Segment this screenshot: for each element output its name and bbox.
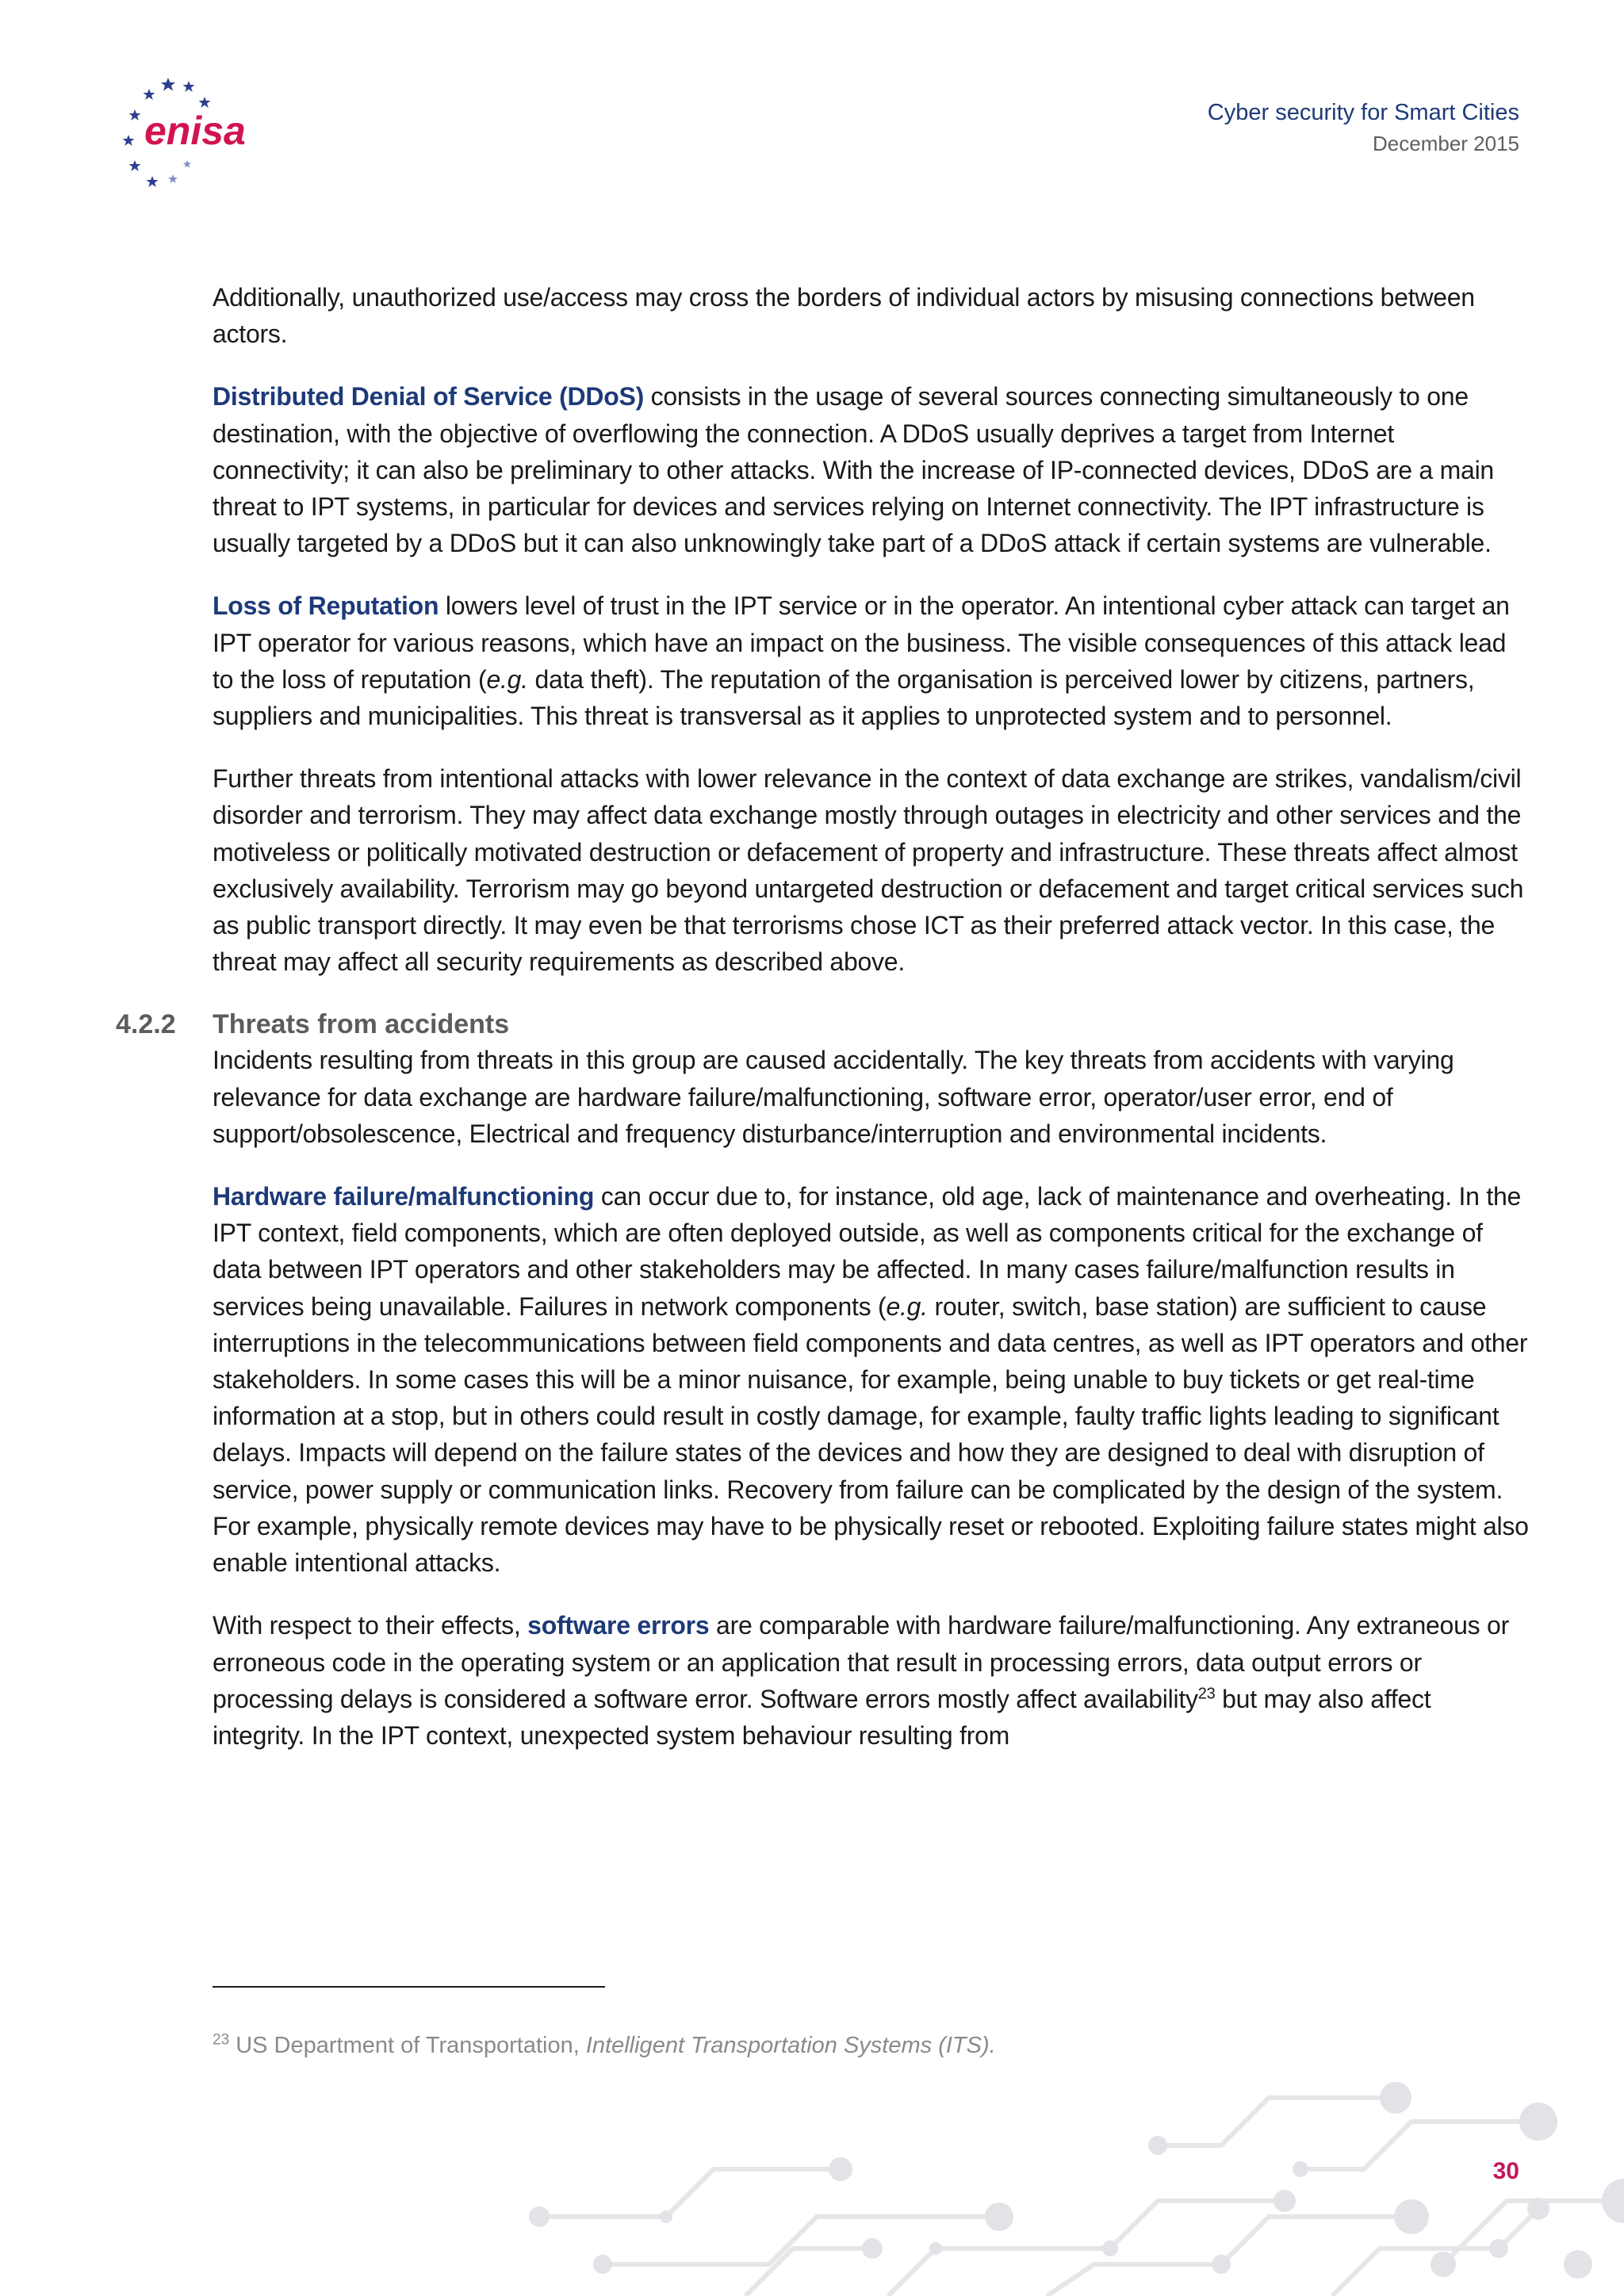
paragraph-text: lowers level of trust in the IPT service or in the operator. An intentional cyber attack can target an IPT operator for various reasons, which have an impact on the business. The visible consequences of this attack lead to the loss of reputation ( [213,591,1510,694]
section-heading [116,1007,1529,1042]
circuit-decoration [508,2069,1624,2296]
circuit-node [1602,2179,1624,2223]
italic-eg: e.g. [886,1292,928,1321]
circuit-node [529,2206,550,2227]
circuit-node [1394,2199,1429,2234]
circuit-node [862,2238,883,2259]
paragraph-text: consists in the usage of several sources connecting simultaneously to one destination, with the objective of overflowing the connection. A DDoS usually deprives a target from Internet connectivity; it can also be preliminary to other attacks. With the increase of IP-connected devices, DDoS are a main threat to IPT systems, in particular for devices and services relying on Internet connectivity. The IPT infrastructure is usually targeted by a DDoS but it can also unknowingly take part of a DDoS attack if certain systems are vulnerable. [213,382,1494,558]
paragraph-text: Further threats from intentional attacks with lower relevance in the context of data exchange are strikes, vandalism/civil disorder and terrorism. They may affect data exchange mostly through outages in electricity and other services and the motiveless or politically motivated destruction or defacement of property and infrastructure. These threats affect almost exclusively availability. Terrorism may go beyond untargeted destruction or defacement and target critical services such as public transport directly. It may even be that terrorisms chose ICT as their preferred attack vector. In this case, the threat may affect all security requirements as described above. [213,764,1524,977]
document-title: Cyber security for Smart Cities [1207,100,1519,125]
paragraph [213,1042,1529,1152]
circuit-node [593,2255,612,2274]
logo-star [161,78,175,91]
paragraph-text: can occur due to, for instance, old age, lack of maintenance and overheating. In the IPT context, field components, which are often deployed outside, as well as components critical for the exchange of data between IPT operators and other stakeholders may be affected. In many cases failure/malfunction results in services being unavailable. Failures in network components ( [213,1182,1522,1321]
logo-star [123,135,135,146]
section-number: 4.2.2 [116,1009,176,1040]
section-title: Threats from accidents [213,1009,510,1040]
circuit-node [1293,2161,1308,2177]
paragraph-text: Additionally, unauthorized use/access may cross the borders of individual actors by misusing connections between actors. [213,283,1475,349]
circuit-node [929,2242,942,2255]
footnote-text: US Department of Transportation, [229,2033,586,2058]
circuit-node [985,2202,1013,2231]
document-date: December 2015 [1373,132,1519,155]
term-ddos: Distributed Denial of Service (DDoS) [213,382,644,411]
logo-star [144,89,155,100]
circuit-node [829,2157,852,2181]
paragraph-software [213,1607,1529,1754]
term-hardware-failure: Hardware failure/malfunctioning [213,1182,595,1211]
body-text [116,279,1529,1780]
term-loss-of-reputation: Loss of Reputation [213,591,439,621]
circuit-node [1489,2239,1508,2258]
page-number: 30 [1492,2158,1519,2184]
paragraph-text: data theft). The reputation of the organisation is perceived lower by citizens, partners, suppliers and municipalities. This threat is transversal as it applies to unprotected system and to personnel. [213,664,1475,731]
footnote-source-title: Intelligent Transportation Systems (ITS). [585,2033,996,2058]
logo-star [129,160,141,171]
circuit-node [1527,2198,1549,2220]
paragraph-ddos [213,378,1529,561]
paragraph [213,760,1529,980]
footnote-reference[interactable]: 23 [1197,1685,1216,1703]
circuit-node [1274,2190,1296,2212]
circuit-node [1102,2241,1118,2256]
circuit-node [1519,2103,1557,2141]
logo-star [147,176,159,187]
circuit-node [1148,2136,1167,2155]
circuit-node [1212,2255,1231,2274]
page-header [1208,97,1519,159]
footnote [213,2030,996,2061]
logo-star [199,97,211,108]
circuit-node [1380,2082,1411,2114]
paragraph-text: With respect to their effects, [213,1611,528,1640]
logo-star [168,174,178,183]
circuit-node [1431,2252,1456,2277]
circuit-node [1564,2250,1592,2279]
logo-star [183,81,195,92]
footnote-separator [213,1986,605,1988]
term-software-errors: software errors [527,1611,710,1640]
paragraph-text: but may also affect integrity. In the IPT context, unexpected system behaviour resulting from [213,1684,1431,1750]
enisa-logo [111,63,270,206]
logo-star [129,109,141,121]
paragraph-text: are comparable with hardware failure/malfunctioning. Any extraneous or erroneous code in the operating system or an application that result in processing errors, data output errors or processing delays is considered a software error. Software errors mostly affect availability [213,1611,1509,1713]
footnote-number: 23 [213,2031,230,2049]
paragraph [213,279,1529,352]
paragraph-text: Incidents resulting from threats in this group are caused accidentally. The key threats from accidents with varying relevance for data exchange are hardware failure/malfunctioning, software error, operator/user error, end of support/obsolescence, Electrical and frequency disturbance/interruption and environmental incidents. [213,1046,1454,1148]
italic-eg: e.g. [486,664,528,694]
circuit-node [660,2210,672,2223]
paragraph-reputation [213,587,1529,734]
paragraph-text: router, switch, base station) are sufficient to cause interruptions in the telecommunications between field components and data centres, as well as IPT operators and other stakeholders. In some cases this will be a minor nuisance, for example, being unable to buy tickets or get real-time information at a stop, but in others could result in costly damage, for example, faulty traffic lights leading to significant delays. Impacts will depend on the failure states of the devices and how they are designed to deal with disruption of service, power supply or communication links. Recovery from failure can be complicated by the design of the system. For example, physically remote devices may have to be physically reset or rebooted. Exploiting failure states might also enable intentional attacks. [213,1292,1529,1578]
logo-wordmark: enisa [144,109,246,153]
paragraph-hardware [213,1178,1529,1581]
logo-star [183,160,191,168]
